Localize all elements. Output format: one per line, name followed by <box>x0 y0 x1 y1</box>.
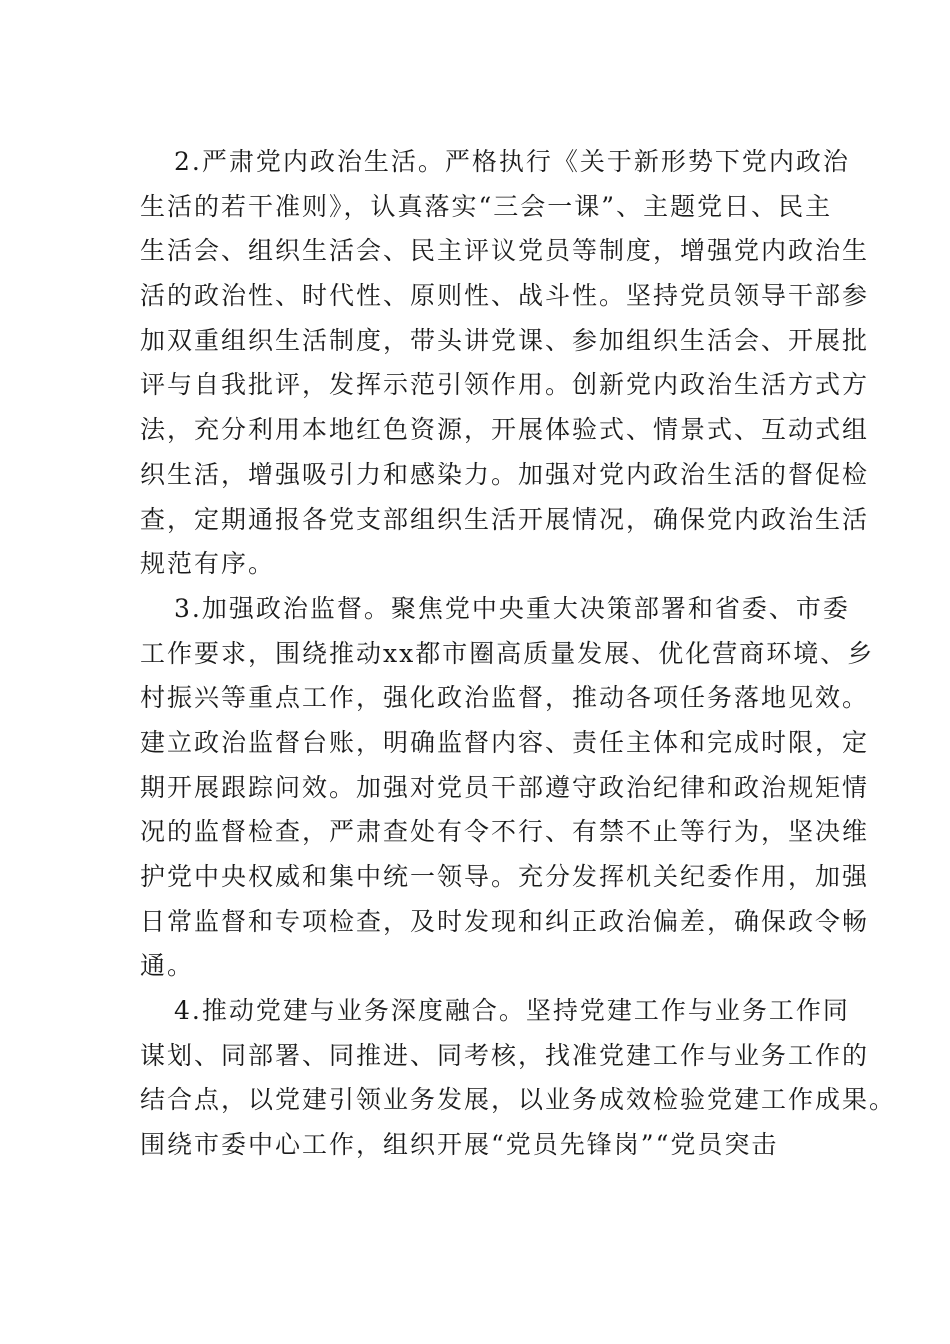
paragraph-line: 加双重组织生活制度，带头讲党课、参加组织生活会、开展批 <box>140 325 870 355</box>
paragraph-line: 谋划、同部署、同推进、同考核，找准党建工作与业务工作的 <box>140 1040 870 1070</box>
paragraph-item-4 <box>140 989 897 1168</box>
document-body <box>140 140 897 1168</box>
paragraph-line: 规范有序。 <box>140 549 276 579</box>
paragraph-line: 活的政治性、时代性、原则性、战斗性。坚持党员领导干部参 <box>140 281 870 311</box>
paragraph-line: 期开展跟踪问效。加强对党员干部遵守政治纪律和政治规矩情 <box>140 772 870 802</box>
paragraph-line: 结合点，以党建引领业务发展，以业务成效检验党建工作成果。 <box>140 1085 897 1115</box>
paragraph-line: 护党中央权威和集中统一领导。充分发挥机关纪委作用，加强 <box>140 862 870 891</box>
paragraph-line: 法，充分利用本地红色资源，开展体验式、情景式、互动式组 <box>140 415 870 445</box>
paragraph-line: 况的监督检查，严肃查处有令不行、有禁不止等行为，坚决维 <box>140 817 870 847</box>
paragraph-line: 查，定期通报各党支部组织生活开展情况，确保党内政治生活 <box>140 504 870 534</box>
paragraph-line: 村振兴等重点工作，强化政治监督，推动各项任务落地见效。 <box>140 683 870 713</box>
paragraph-line: 通。 <box>140 951 195 981</box>
paragraph-line: 4.推动党建与业务深度融合。坚持党建工作与业务工作同 <box>174 996 850 1026</box>
paragraph-line: 3.加强政治监督。聚焦党中央重大决策部署和省委、市委 <box>174 593 850 623</box>
paragraph-line: 工作要求，围绕推动xx都市圈高质量发展、优化营商环境、乡 <box>140 638 875 668</box>
paragraph-line: 评与自我批评，发挥示范引领作用。创新党内政治生活方式方 <box>140 370 870 400</box>
paragraph-line: 建立政治监督台账，明确监督内容、责任主体和完成时限，定 <box>140 727 870 757</box>
paragraph-line: 围绕市委中心工作，组织开展“党员先锋岗”“党员突击 <box>140 1130 779 1160</box>
paragraph-item-2 <box>140 140 870 587</box>
paragraph-item-3 <box>140 587 875 989</box>
paragraph-line: 织生活，增强吸引力和感染力。加强对党内政治生活的督促检 <box>140 459 870 489</box>
paragraph-line: 日常监督和专项检查，及时发现和纠正政治偏差，确保政令畅 <box>140 906 870 936</box>
paragraph-line: 生活会、组织生活会、民主评议党员等制度，增强党内政治生 <box>140 236 870 266</box>
paragraph-line: 生活的若干准则》，认真落实“三会一课”、主题党日、民主 <box>140 191 833 221</box>
paragraph-line: 2.严肃党内政治生活。严格执行《关于新形势下党内政治 <box>174 147 850 176</box>
